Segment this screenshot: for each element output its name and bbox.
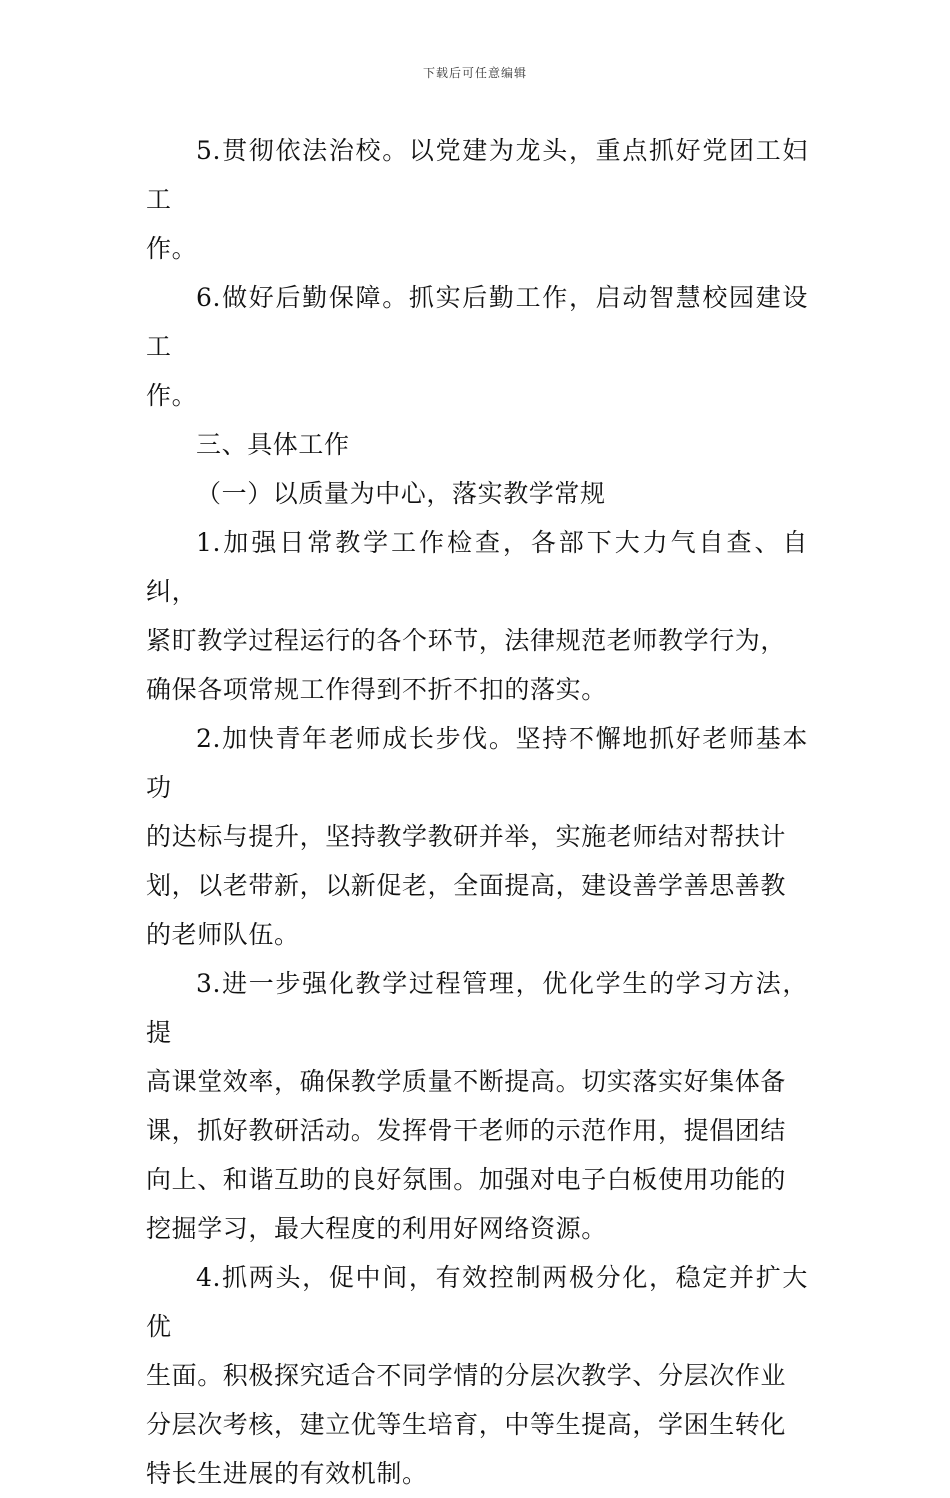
page-header-note: 下载后可任意编辑 xyxy=(422,66,527,80)
document-body xyxy=(146,126,808,1498)
paragraph-work-3: 3.进一步强化教学过程管理，优化学生的学习方法，提 高课堂效率，确保教学质量不断提高。切实落实好集体备 课，抓好教研活动。发挥骨干老师的示范作用，提倡团结 向上、和谐互助的良好氛围。加强对电子白板使用功能的 挖掘学习，最大程度的利用好网络资源。 xyxy=(146,969,808,1243)
paragraph-item-5: 5.贯彻依法治校。以党建为龙头，重点抓好党团工妇工 作。 xyxy=(146,136,808,263)
paragraph-work-4: 4.抓两头，促中间，有效控制两极分化，稳定并扩大优 生面。积极探究适合不同学情的分层次教学、分层次作业 分层次考核，建立优等生培育，中等生提高，学困生转化 特长生进展的有效机制。 xyxy=(146,1263,808,1488)
paragraph-work-1: 1.加强日常教学工作检查，各部下大力气自查、自纠， 紧盯教学过程运行的各个环节，法律规范老师教学行为， 确保各项常规工作得到不折不扣的落实。 xyxy=(146,528,808,704)
section-heading: 三、具体工作 xyxy=(196,430,350,459)
subsection-heading: （一）以质量为中心，落实教学常规 xyxy=(196,479,606,508)
paragraph-work-2: 2.加快青年老师成长步伐。坚持不懈地抓好老师基本功 的达标与提升，坚持教学教研并举，实施老师结对帮扶计 划，以老带新，以新促老，全面提高，建设善学善思善教 的老师队伍。 xyxy=(146,724,808,949)
paragraph-item-6: 6.做好后勤保障。抓实后勤工作，启动智慧校园建设工 作。 xyxy=(146,283,808,410)
